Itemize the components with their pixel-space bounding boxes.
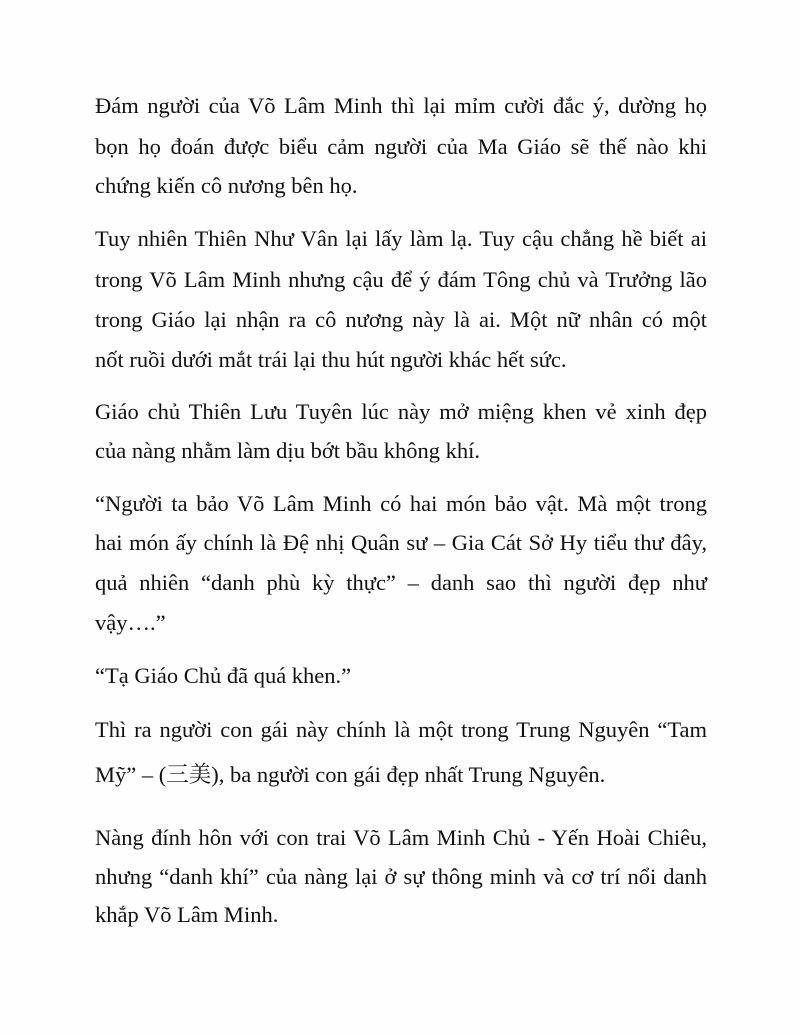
text-line: trong Giáo lại nhận ra cô nương này là ai. Một nữ nhân có một	[95, 307, 707, 332]
text-line: “Tạ Giáo Chủ đã quá khen.”	[95, 663, 352, 688]
text-line: nốt ruồi dưới mắt trái lại thu hút người khác hết sức.	[95, 347, 567, 372]
text-line: “Người ta bảo Võ Lâm Minh có hai món bảo vật. Mà một trong	[95, 491, 707, 516]
text-line: chứng kiến cô nương bên họ.	[95, 173, 358, 198]
text-line: nhưng “danh khí” của nàng lại ở sự thông minh và cơ trí nổi danh	[95, 864, 707, 889]
text-line: quả nhiên “danh phù kỳ thực” – danh sao thì người đẹp như	[95, 570, 707, 595]
text-line: khắp Võ Lâm Minh.	[95, 902, 279, 927]
text-line: hai món ấy chính là Đệ nhị Quân sư – Gia Cát Sở Hy tiểu thư đây,	[95, 530, 707, 555]
text-line: Giáo chủ Thiên Lưu Tuyên lúc này mở miệng khen vẻ xinh đẹp	[95, 399, 707, 424]
text-line: Tuy nhiên Thiên Như Vân lại lấy làm lạ. Tuy cậu chẳng hề biết ai	[95, 226, 707, 251]
text-line: Mỹ” – (三美), ba người con gái đẹp nhất Trung Nguyên.	[95, 762, 606, 787]
text-line: bọn họ đoán được biểu cảm người của Ma Giáo sẽ thế nào khi	[95, 134, 707, 159]
text-line: trong Võ Lâm Minh nhưng cậu để ý đám Tông chủ và Trưởng lão	[95, 267, 707, 292]
text-line: vậy….”	[95, 610, 166, 635]
text-line: Nàng đính hôn với con trai Võ Lâm Minh Chủ - Yến Hoài Chiêu,	[95, 825, 707, 850]
text-line: Thì ra người con gái này chính là một trong Trung Nguyên “Tam	[95, 717, 707, 742]
text-line: Đám người của Võ Lâm Minh thì lại mỉm cười đắc ý, dường họ	[95, 93, 707, 118]
text-line: của nàng nhằm làm dịu bớt bầu không khí.	[95, 438, 480, 463]
